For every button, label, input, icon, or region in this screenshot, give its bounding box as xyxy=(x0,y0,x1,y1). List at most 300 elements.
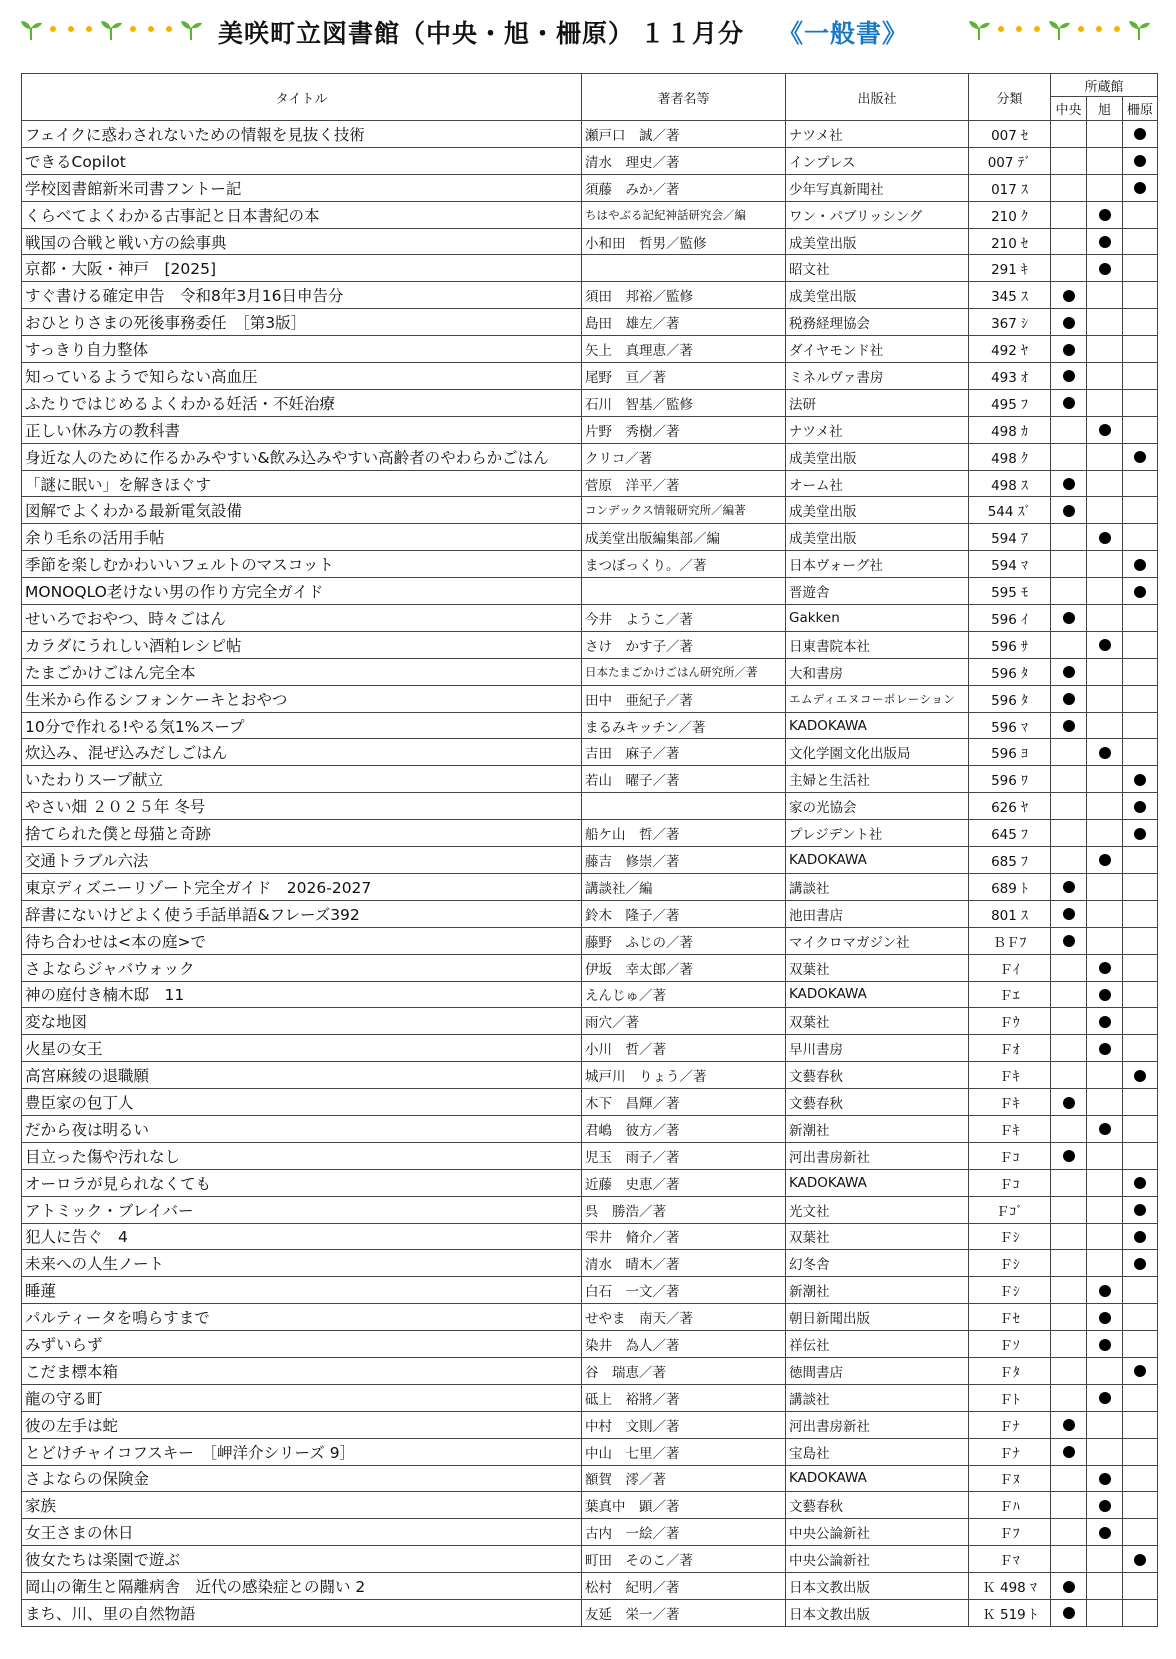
book-publisher-cell: 昭文社 xyxy=(786,255,969,282)
book-author-cell: 染井 為人／著 xyxy=(582,1331,786,1358)
book-publisher-cell: 河出書房新社 xyxy=(786,1142,969,1169)
book-author-cell: 友延 栄一／著 xyxy=(582,1599,786,1626)
book-publisher-cell: 講談社 xyxy=(786,1384,969,1411)
book-title-cell: 岡山の衛生と隔離病舎 近代の感染症との闘い 2 xyxy=(22,1573,582,1600)
dot-icon xyxy=(1016,26,1022,32)
table-row xyxy=(22,685,1158,712)
book-publisher-cell: 税務経理協会 xyxy=(786,309,969,336)
holding-cell-asahi xyxy=(1087,363,1123,390)
book-title-cell: さよならの保険金 xyxy=(22,1465,582,1492)
holding-mark-icon xyxy=(1134,774,1146,786)
book-publisher-cell: 日東書院本社 xyxy=(786,631,969,658)
book-author-cell: コンデックス情報研究所／編著 xyxy=(582,497,786,524)
book-title-cell: アトミック・ブレイバー xyxy=(22,1196,582,1223)
book-class-cell: Ｆｼ xyxy=(969,1277,1051,1304)
holding-cell-yanahara xyxy=(1123,309,1158,336)
holding-cell-yanahara xyxy=(1123,228,1158,255)
table-row xyxy=(22,1492,1158,1519)
holding-mark-icon xyxy=(1134,1177,1146,1189)
holding-cell-chuo xyxy=(1051,873,1087,900)
holding-cell-asahi xyxy=(1087,201,1123,228)
table-body xyxy=(22,121,1158,1627)
book-title-cell: パルティータを鳴らすまで xyxy=(22,1304,582,1331)
table-row xyxy=(22,174,1158,201)
page-header xyxy=(0,8,1176,56)
table-row xyxy=(22,1277,1158,1304)
dot-icon xyxy=(166,26,172,32)
holding-cell-yanahara xyxy=(1123,389,1158,416)
book-publisher-cell: 家の光協会 xyxy=(786,793,969,820)
holding-cell-chuo xyxy=(1051,1438,1087,1465)
book-publisher-cell: ナツメ社 xyxy=(786,121,969,148)
title-category: 《一般書》 xyxy=(778,19,909,48)
book-publisher-cell: 祥伝社 xyxy=(786,1331,969,1358)
holding-cell-asahi xyxy=(1087,443,1123,470)
book-class-cell: Ｆｷ xyxy=(969,1089,1051,1116)
book-class-cell: 017 ｽ xyxy=(969,174,1051,201)
book-publisher-cell: 新潮社 xyxy=(786,1115,969,1142)
holding-cell-yanahara xyxy=(1123,1573,1158,1600)
table-row xyxy=(22,1546,1158,1573)
holding-cell-asahi xyxy=(1087,1411,1123,1438)
book-author-cell: 葉真中 顕／著 xyxy=(582,1492,786,1519)
book-class-cell: Ｆｳ xyxy=(969,1008,1051,1035)
holding-cell-asahi xyxy=(1087,1223,1123,1250)
table-row xyxy=(22,389,1158,416)
table-row xyxy=(22,1438,1158,1465)
holding-cell-yanahara xyxy=(1123,282,1158,309)
table-row xyxy=(22,255,1158,282)
book-title-cell: 炊込み、混ぜ込みだしごはん xyxy=(22,739,582,766)
table-row xyxy=(22,1357,1158,1384)
holding-cell-yanahara xyxy=(1123,470,1158,497)
holding-cell-chuo xyxy=(1051,121,1087,148)
holding-cell-yanahara xyxy=(1123,927,1158,954)
holding-cell-yanahara xyxy=(1123,658,1158,685)
book-class-cell: 596 ﾀ xyxy=(969,658,1051,685)
holding-cell-chuo xyxy=(1051,1465,1087,1492)
holding-cell-yanahara xyxy=(1123,1089,1158,1116)
holding-cell-chuo xyxy=(1051,847,1087,874)
holding-cell-yanahara xyxy=(1123,416,1158,443)
column-header-yanahara: 柵原 xyxy=(1123,97,1158,121)
book-title-cell: いたわりスープ献立 xyxy=(22,766,582,793)
holding-mark-icon xyxy=(1063,693,1075,705)
book-title-cell: 辞書にないけどよく使う手話単語&フレーズ392 xyxy=(22,900,582,927)
table-row xyxy=(22,954,1158,981)
table-row xyxy=(22,873,1158,900)
book-title-cell: 余り毛糸の活用手帖 xyxy=(22,524,582,551)
book-class-cell: Ｆﾏ xyxy=(969,1546,1051,1573)
holding-mark-icon xyxy=(1134,828,1146,840)
holding-cell-chuo xyxy=(1051,228,1087,255)
book-author-cell: 古内 一絵／著 xyxy=(582,1519,786,1546)
holding-cell-yanahara xyxy=(1123,766,1158,793)
book-author-cell: 吉田 麻子／著 xyxy=(582,739,786,766)
table-row xyxy=(22,1062,1158,1089)
table-row xyxy=(22,524,1158,551)
sprout-icon xyxy=(178,16,204,42)
dot-icon xyxy=(50,26,56,32)
holding-mark-icon xyxy=(1099,989,1111,1001)
holding-cell-yanahara xyxy=(1123,1599,1158,1626)
holding-cell-asahi xyxy=(1087,336,1123,363)
book-title-cell: 正しい休み方の教科書 xyxy=(22,416,582,443)
holding-mark-icon xyxy=(1099,1392,1111,1404)
holding-mark-icon xyxy=(1063,908,1075,920)
holding-mark-icon xyxy=(1063,344,1075,356)
holding-cell-chuo xyxy=(1051,1196,1087,1223)
book-title-cell: オーロラが見られなくても xyxy=(22,1169,582,1196)
table-row xyxy=(22,1411,1158,1438)
book-title-cell: 身近な人のために作るかみやすい&飲み込みやすい高齢者のやわらかごはん xyxy=(22,443,582,470)
holding-cell-asahi xyxy=(1087,551,1123,578)
book-class-cell: 689 ﾄ xyxy=(969,873,1051,900)
dot-icon xyxy=(68,26,74,32)
column-header-title: タイトル xyxy=(22,74,582,121)
holding-cell-yanahara xyxy=(1123,685,1158,712)
book-publisher-cell: 成美堂出版 xyxy=(786,282,969,309)
holding-cell-asahi xyxy=(1087,1196,1123,1223)
book-publisher-cell: ダイヤモンド社 xyxy=(786,336,969,363)
book-author-cell: えんじゅ／著 xyxy=(582,981,786,1008)
book-list-table xyxy=(21,73,1158,1627)
book-class-cell: 594 ﾏ xyxy=(969,551,1051,578)
book-publisher-cell: 宝島社 xyxy=(786,1438,969,1465)
column-header-class: 分類 xyxy=(969,74,1051,121)
holding-cell-asahi xyxy=(1087,631,1123,658)
book-author-cell: 中山 七里／著 xyxy=(582,1438,786,1465)
holding-cell-yanahara xyxy=(1123,524,1158,551)
table-row xyxy=(22,739,1158,766)
dot-icon xyxy=(130,26,136,32)
holding-cell-yanahara xyxy=(1123,1357,1158,1384)
holding-mark-icon xyxy=(1099,209,1111,221)
holding-cell-yanahara xyxy=(1123,255,1158,282)
table-row xyxy=(22,1599,1158,1626)
book-author-cell: 清水 晴木／著 xyxy=(582,1250,786,1277)
book-author-cell: 鈴木 隆子／著 xyxy=(582,900,786,927)
holding-cell-chuo xyxy=(1051,1250,1087,1277)
table-row xyxy=(22,1573,1158,1600)
book-class-cell: 596 ｲ xyxy=(969,605,1051,632)
holding-cell-yanahara xyxy=(1123,793,1158,820)
holding-cell-asahi xyxy=(1087,981,1123,1008)
holding-cell-yanahara xyxy=(1123,1035,1158,1062)
holding-mark-icon xyxy=(1099,424,1111,436)
holding-cell-asahi xyxy=(1087,766,1123,793)
holding-cell-yanahara xyxy=(1123,631,1158,658)
holding-cell-chuo xyxy=(1051,174,1087,201)
holding-cell-chuo xyxy=(1051,255,1087,282)
holding-cell-chuo xyxy=(1051,1089,1087,1116)
holding-cell-yanahara xyxy=(1123,147,1158,174)
book-author-cell: まるみキッチン／著 xyxy=(582,712,786,739)
holding-mark-icon xyxy=(1134,1231,1146,1243)
holding-cell-yanahara xyxy=(1123,174,1158,201)
book-class-cell: 626 ﾔ xyxy=(969,793,1051,820)
table-row xyxy=(22,1008,1158,1035)
book-title-cell: とどけチャイコフスキー ［岬洋介シリーズ 9］ xyxy=(22,1438,582,1465)
book-author-cell: 小和田 哲男／監修 xyxy=(582,228,786,255)
holding-cell-asahi xyxy=(1087,685,1123,712)
holding-cell-asahi xyxy=(1087,1331,1123,1358)
holding-cell-yanahara xyxy=(1123,1196,1158,1223)
book-class-cell: 345 ｽ xyxy=(969,282,1051,309)
holding-cell-yanahara xyxy=(1123,954,1158,981)
book-class-cell: 498 ｸ xyxy=(969,443,1051,470)
holding-cell-asahi xyxy=(1087,497,1123,524)
holding-mark-icon xyxy=(1063,881,1075,893)
holding-cell-asahi xyxy=(1087,820,1123,847)
book-author-cell: 藤吉 修崇／著 xyxy=(582,847,786,874)
book-title-cell: 彼女たちは楽園で遊ぶ xyxy=(22,1546,582,1573)
book-title-cell: 睡蓮 xyxy=(22,1277,582,1304)
holding-cell-chuo xyxy=(1051,1331,1087,1358)
book-publisher-cell: KADOKAWA xyxy=(786,712,969,739)
book-author-cell: 日本たまごかけごはん研究所／著 xyxy=(582,658,786,685)
book-author-cell: 児玉 雨子／著 xyxy=(582,1142,786,1169)
book-publisher-cell: 朝日新聞出版 xyxy=(786,1304,969,1331)
holding-mark-icon xyxy=(1099,1500,1111,1512)
holding-cell-chuo xyxy=(1051,658,1087,685)
holding-cell-asahi xyxy=(1087,1304,1123,1331)
holding-cell-yanahara xyxy=(1123,121,1158,148)
book-author-cell: 額賀 澪／著 xyxy=(582,1465,786,1492)
holding-cell-chuo xyxy=(1051,1008,1087,1035)
table-header xyxy=(22,74,1158,121)
holding-cell-chuo xyxy=(1051,927,1087,954)
book-title-cell: 図解でよくわかる最新電気設備 xyxy=(22,497,582,524)
holding-cell-asahi xyxy=(1087,605,1123,632)
holding-cell-yanahara xyxy=(1123,1223,1158,1250)
book-title-cell: MONOQLO老けない男の作り方完全ガイド xyxy=(22,578,582,605)
dot-icon xyxy=(86,26,92,32)
book-title-cell: 彼の左手は蛇 xyxy=(22,1411,582,1438)
book-class-cell: ＢＦﾌ xyxy=(969,927,1051,954)
holding-cell-asahi xyxy=(1087,1277,1123,1304)
book-class-cell: 210 ｸ xyxy=(969,201,1051,228)
holding-cell-chuo xyxy=(1051,201,1087,228)
holding-cell-asahi xyxy=(1087,1357,1123,1384)
book-class-cell: 685 ﾌ xyxy=(969,847,1051,874)
dot-icon xyxy=(1078,26,1084,32)
holding-cell-asahi xyxy=(1087,1169,1123,1196)
holding-cell-asahi xyxy=(1087,1384,1123,1411)
book-publisher-cell: Gakken xyxy=(786,605,969,632)
holding-mark-icon xyxy=(1099,236,1111,248)
book-class-cell: Ｆﾄ xyxy=(969,1384,1051,1411)
table-row xyxy=(22,900,1158,927)
holding-cell-yanahara xyxy=(1123,443,1158,470)
book-title-cell: 神の庭付き楠木邸 11 xyxy=(22,981,582,1008)
book-class-cell: 495 ﾌ xyxy=(969,389,1051,416)
book-author-cell: ちはやぶる記紀神話研究会／編 xyxy=(582,201,786,228)
book-author-cell: 今井 ようこ／著 xyxy=(582,605,786,632)
sprout-decoration-left xyxy=(18,16,204,42)
book-author-cell: 近藤 史恵／著 xyxy=(582,1169,786,1196)
book-title-cell: できるCopilot xyxy=(22,147,582,174)
book-author-cell: 片野 秀樹／著 xyxy=(582,416,786,443)
book-class-cell: Ｆﾅ xyxy=(969,1438,1051,1465)
book-publisher-cell: インプレス xyxy=(786,147,969,174)
holding-mark-icon xyxy=(1134,1070,1146,1082)
holding-cell-asahi xyxy=(1087,847,1123,874)
book-author-cell: 中村 文則／著 xyxy=(582,1411,786,1438)
book-class-cell: Ｆﾊ xyxy=(969,1492,1051,1519)
table-row xyxy=(22,981,1158,1008)
book-author-cell: 君嶋 彼方／著 xyxy=(582,1115,786,1142)
holding-cell-yanahara xyxy=(1123,1492,1158,1519)
table-row xyxy=(22,309,1158,336)
holding-mark-icon xyxy=(1063,290,1075,302)
holding-cell-chuo xyxy=(1051,470,1087,497)
table-row xyxy=(22,712,1158,739)
holding-mark-icon xyxy=(1063,397,1075,409)
holding-mark-icon xyxy=(1099,1123,1111,1135)
book-title-cell: さよならジャバウォック xyxy=(22,954,582,981)
book-author-cell: 呉 勝浩／著 xyxy=(582,1196,786,1223)
book-title-cell: 火星の女王 xyxy=(22,1035,582,1062)
dot-icon xyxy=(148,26,154,32)
holding-cell-chuo xyxy=(1051,1035,1087,1062)
holding-cell-chuo xyxy=(1051,1411,1087,1438)
book-publisher-cell: 大和書房 xyxy=(786,658,969,685)
holding-mark-icon xyxy=(1134,1258,1146,1270)
holding-cell-yanahara xyxy=(1123,1519,1158,1546)
holding-mark-icon xyxy=(1099,639,1111,651)
book-publisher-cell: 文藝春秋 xyxy=(786,1089,969,1116)
holding-cell-yanahara xyxy=(1123,1169,1158,1196)
holding-cell-asahi xyxy=(1087,121,1123,148)
book-publisher-cell: ワン・パブリッシング xyxy=(786,201,969,228)
holding-cell-yanahara xyxy=(1123,1142,1158,1169)
book-class-cell: Ｆﾇ xyxy=(969,1465,1051,1492)
table-row xyxy=(22,1169,1158,1196)
holding-mark-icon xyxy=(1099,1312,1111,1324)
holding-cell-yanahara xyxy=(1123,739,1158,766)
book-title-cell: 高宮麻綾の退職願 xyxy=(22,1062,582,1089)
book-author-cell: 藤野 ふじの／著 xyxy=(582,927,786,954)
holding-cell-asahi xyxy=(1087,174,1123,201)
book-class-cell: Ｆｺ xyxy=(969,1142,1051,1169)
holding-cell-chuo xyxy=(1051,793,1087,820)
holding-cell-chuo xyxy=(1051,1169,1087,1196)
table-row xyxy=(22,121,1158,148)
holding-cell-asahi xyxy=(1087,1599,1123,1626)
book-title-cell: 「謎に眠い」を解きほぐす xyxy=(22,470,582,497)
book-publisher-cell: 双葉社 xyxy=(786,1008,969,1035)
book-author-cell xyxy=(582,255,786,282)
book-author-cell: 白石 一文／著 xyxy=(582,1277,786,1304)
holding-mark-icon xyxy=(1099,1016,1111,1028)
holding-mark-icon xyxy=(1063,1150,1075,1162)
holding-cell-yanahara xyxy=(1123,336,1158,363)
table-row xyxy=(22,1035,1158,1062)
book-class-cell: Ｆﾀ xyxy=(969,1357,1051,1384)
book-publisher-cell: 日本文教出版 xyxy=(786,1599,969,1626)
book-title-cell: 犯人に告ぐ 4 xyxy=(22,1223,582,1250)
book-title-cell: 捨てられた僕と母猫と奇跡 xyxy=(22,820,582,847)
book-publisher-cell: 中央公論新社 xyxy=(786,1519,969,1546)
holding-mark-icon xyxy=(1134,801,1146,813)
sprout-icon xyxy=(98,16,124,42)
holding-cell-chuo xyxy=(1051,631,1087,658)
holding-cell-asahi xyxy=(1087,873,1123,900)
holding-cell-asahi xyxy=(1087,1062,1123,1089)
book-class-cell: Ｆｺ xyxy=(969,1169,1051,1196)
table-row xyxy=(22,282,1158,309)
book-author-cell: 町田 そのこ／著 xyxy=(582,1546,786,1573)
holding-cell-yanahara xyxy=(1123,1008,1158,1035)
book-publisher-cell: エムディエヌコーポレーション xyxy=(786,685,969,712)
table-row xyxy=(22,578,1158,605)
holding-mark-icon xyxy=(1063,1581,1075,1593)
book-title-cell: くらべてよくわかる古事記と日本書紀の本 xyxy=(22,201,582,228)
dot-icon xyxy=(1096,26,1102,32)
holding-cell-chuo xyxy=(1051,147,1087,174)
holding-mark-icon xyxy=(1063,505,1075,517)
book-class-cell: Ｆｴ xyxy=(969,981,1051,1008)
table-row xyxy=(22,336,1158,363)
book-publisher-cell: 成美堂出版 xyxy=(786,228,969,255)
holding-cell-asahi xyxy=(1087,793,1123,820)
book-class-cell: 367 ｼ xyxy=(969,309,1051,336)
book-author-cell: 須藤 みか／著 xyxy=(582,174,786,201)
book-title-cell: こだま標本箱 xyxy=(22,1357,582,1384)
holding-cell-chuo xyxy=(1051,389,1087,416)
book-title-cell: 東京ディズニーリゾート完全ガイド 2026-2027 xyxy=(22,873,582,900)
book-author-cell: 松村 紀明／著 xyxy=(582,1573,786,1600)
table-row xyxy=(22,363,1158,390)
holding-cell-chuo xyxy=(1051,1573,1087,1600)
book-publisher-cell: 中央公論新社 xyxy=(786,1546,969,1573)
book-publisher-cell: 双葉社 xyxy=(786,954,969,981)
book-class-cell: 596 ﾖ xyxy=(969,739,1051,766)
book-title-cell: 知っているようで知らない高血圧 xyxy=(22,363,582,390)
book-title-cell: ふたりではじめるよくわかる妊活・不妊治療 xyxy=(22,389,582,416)
table-row xyxy=(22,766,1158,793)
dot-icon xyxy=(998,26,1004,32)
holding-mark-icon xyxy=(1063,1419,1075,1431)
table-row xyxy=(22,793,1158,820)
holding-cell-asahi xyxy=(1087,927,1123,954)
table-row xyxy=(22,1089,1158,1116)
sprout-icon xyxy=(966,16,992,42)
title-month: １１月分 xyxy=(640,19,745,48)
book-author-cell: 成美堂出版編集部／編 xyxy=(582,524,786,551)
book-author-cell: 清水 理史／著 xyxy=(582,147,786,174)
dot-icon xyxy=(1034,26,1040,32)
book-class-cell: 645 ﾌ xyxy=(969,820,1051,847)
holding-cell-asahi xyxy=(1087,578,1123,605)
book-publisher-cell: KADOKAWA xyxy=(786,1465,969,1492)
holding-cell-chuo xyxy=(1051,336,1087,363)
table-row xyxy=(22,847,1158,874)
holding-cell-chuo xyxy=(1051,282,1087,309)
holding-mark-icon xyxy=(1134,182,1146,194)
book-class-cell: Ｋ 519 ﾄ xyxy=(969,1599,1051,1626)
holding-mark-icon xyxy=(1099,532,1111,544)
book-class-cell: Ｆｷ xyxy=(969,1062,1051,1089)
book-class-cell: 544 ｽﾞ xyxy=(969,497,1051,524)
holding-cell-chuo xyxy=(1051,685,1087,712)
book-class-cell: Ｆｺﾞ xyxy=(969,1196,1051,1223)
table-row xyxy=(22,631,1158,658)
table-row xyxy=(22,927,1158,954)
holding-cell-yanahara xyxy=(1123,981,1158,1008)
table-row xyxy=(22,497,1158,524)
